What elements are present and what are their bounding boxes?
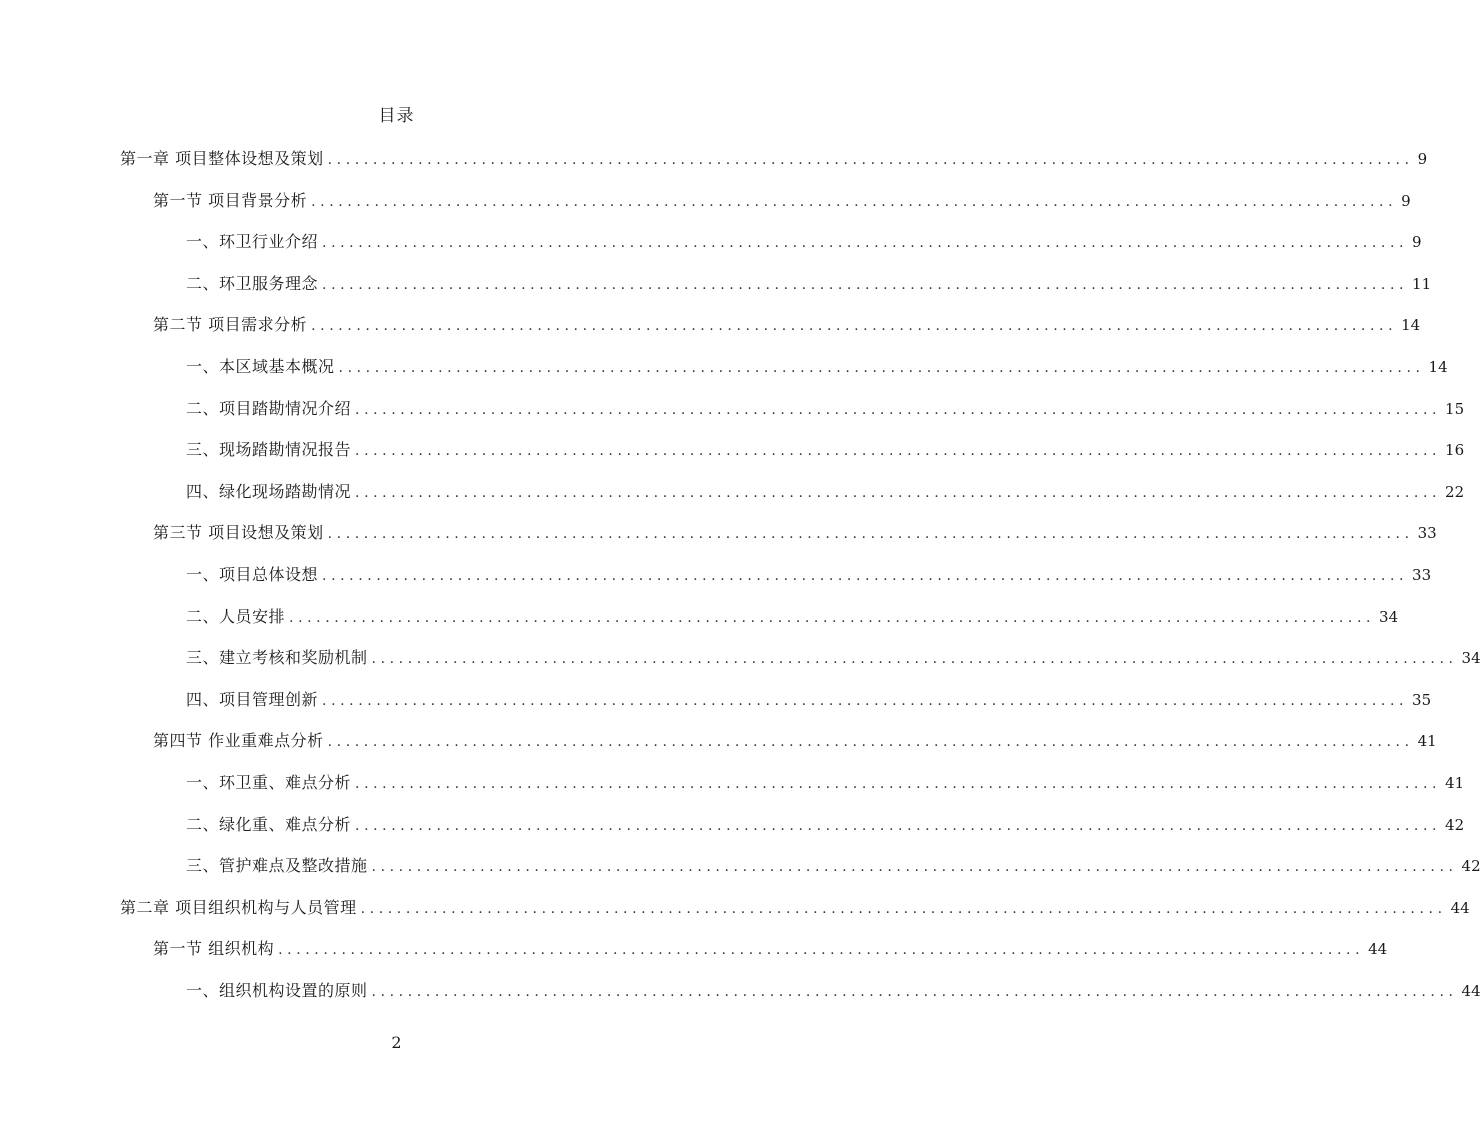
toc-entry[interactable] [186, 479, 1465, 505]
toc-entry[interactable] [153, 728, 1437, 754]
toc-entry-title: 二、项目踏勘情况介绍 [186, 398, 352, 418]
toc-entry[interactable] [186, 812, 1465, 838]
toc-entry-title: 三、管护难点及整改措施 [186, 856, 368, 876]
dot-leader: ........................................................................................................................ [338, 360, 1425, 376]
toc-entry-page: 44 [1461, 982, 1481, 1000]
toc-entry-title: 第一章 项目整体设想及策划 [120, 149, 324, 168]
dot-leader: ........................................................................................................................ [289, 609, 1376, 626]
toc-entry-page: 33 [1417, 524, 1437, 543]
toc-entry[interactable] [186, 396, 1465, 422]
toc-entry[interactable] [186, 562, 1432, 588]
toc-entry[interactable] [120, 146, 1428, 172]
toc-entry-title: 二、绿化重、难点分析 [186, 814, 352, 834]
toc-entry-page: 9 [1417, 150, 1428, 168]
dot-leader: ........................................................................................................................ [327, 152, 1414, 168]
toc-entry[interactable] [186, 604, 1399, 630]
toc-entry[interactable] [186, 687, 1432, 713]
dot-leader: ........................................................................................................................ [355, 776, 1442, 792]
toc-entry-page: 11 [1412, 274, 1432, 293]
dot-leader: ........................................................................................................................ [311, 318, 1398, 335]
dot-leader: ........................................................................................................................ [327, 526, 1414, 543]
toc-entry-page: 14 [1428, 358, 1448, 376]
toc-entry-title: 一、环卫重、难点分析 [186, 773, 352, 792]
toc-entry-title: 一、项目总体设想 [186, 565, 319, 584]
toc-entry-title: 第一节 组织机构 [153, 939, 275, 959]
toc-entry-page: 41 [1417, 732, 1437, 751]
toc-entry-title: 二、环卫服务理念 [186, 273, 319, 293]
toc-entry-title: 一、组织机构设置的原则 [186, 981, 368, 1000]
dot-leader: ........................................................................................................................ [355, 484, 1442, 501]
toc-entry-page: 15 [1445, 399, 1465, 418]
toc-entry-title: 四、项目管理创新 [186, 689, 319, 709]
toc-entry-page: 44 [1450, 898, 1470, 917]
toc-entry-page: 14 [1401, 316, 1421, 335]
toc-entry-title: 第四节 作业重难点分析 [153, 731, 324, 751]
toc-entry-page: 9 [1401, 191, 1411, 210]
toc-entry-page: 34 [1461, 649, 1481, 668]
dot-leader: ........................................................................................................................ [322, 692, 1409, 709]
toc-entry[interactable] [153, 520, 1437, 546]
dot-leader: ........................................................................................................................ [355, 443, 1442, 460]
toc-entry-title: 一、环卫行业介绍 [186, 232, 319, 252]
toc-entry-page: 9 [1412, 233, 1422, 252]
toc-entry[interactable] [153, 188, 1411, 214]
toc-entry[interactable] [186, 437, 1465, 463]
toc-entry-page: 44 [1368, 940, 1388, 959]
toc-entry[interactable] [186, 271, 1432, 297]
toc-entry[interactable] [153, 312, 1421, 338]
toc-entry-title: 三、建立考核和奖励机制 [186, 648, 368, 668]
toc-entry-title: 第二章 项目组织机构与人员管理 [120, 897, 357, 917]
toc-entry-page: 41 [1445, 774, 1465, 792]
toc-entry-title: 一、本区域基本概况 [186, 357, 335, 376]
toc-entry[interactable] [186, 229, 1422, 255]
toc-entry-title: 第二节 项目需求分析 [153, 315, 308, 335]
toc-entry[interactable] [153, 936, 1388, 962]
dot-leader: ........................................................................................................................ [278, 942, 1365, 959]
page-number: 2 [391, 1033, 402, 1052]
dot-leader: ........................................................................................................................ [322, 276, 1409, 293]
dot-leader: ........................................................................................................................ [355, 401, 1442, 418]
dot-leader: ........................................................................................................................ [322, 568, 1409, 584]
toc-title: 目录 [378, 106, 415, 126]
dot-leader: ........................................................................................................................ [322, 235, 1409, 252]
toc-entry-title: 第一节 项目背景分析 [153, 190, 308, 210]
toc-entry[interactable] [186, 853, 1481, 879]
dot-leader: ........................................................................................................................ [327, 734, 1414, 751]
dot-leader: ........................................................................................................................ [371, 651, 1458, 668]
toc-entry-page: 22 [1445, 482, 1465, 501]
toc-entry-page: 42 [1461, 857, 1481, 876]
dot-leader: ........................................................................................................................ [371, 984, 1458, 1000]
toc-entry-page: 33 [1412, 566, 1432, 584]
dot-leader: ........................................................................................................................ [371, 859, 1458, 876]
toc-entry[interactable] [186, 645, 1481, 671]
toc-entry-page: 16 [1445, 441, 1465, 460]
toc-entry[interactable] [186, 770, 1465, 796]
toc-entry-title: 第三节 项目设想及策划 [153, 523, 324, 543]
dot-leader: ........................................................................................................................ [311, 193, 1398, 210]
dot-leader: ........................................................................................................................ [355, 817, 1442, 834]
toc-entry-title: 三、现场踏勘情况报告 [186, 440, 352, 460]
toc-entry-title: 四、绿化现场踏勘情况 [186, 481, 352, 501]
toc-entry[interactable] [120, 895, 1470, 921]
dot-leader: ........................................................................................................................ [360, 900, 1447, 917]
toc-entry[interactable] [186, 978, 1481, 1004]
toc-entry-page: 34 [1379, 607, 1399, 626]
toc-entry-page: 42 [1445, 815, 1465, 834]
toc-entry[interactable] [186, 354, 1448, 380]
toc-entry-page: 35 [1412, 690, 1432, 709]
toc-entry-title: 二、人员安排 [186, 606, 286, 626]
